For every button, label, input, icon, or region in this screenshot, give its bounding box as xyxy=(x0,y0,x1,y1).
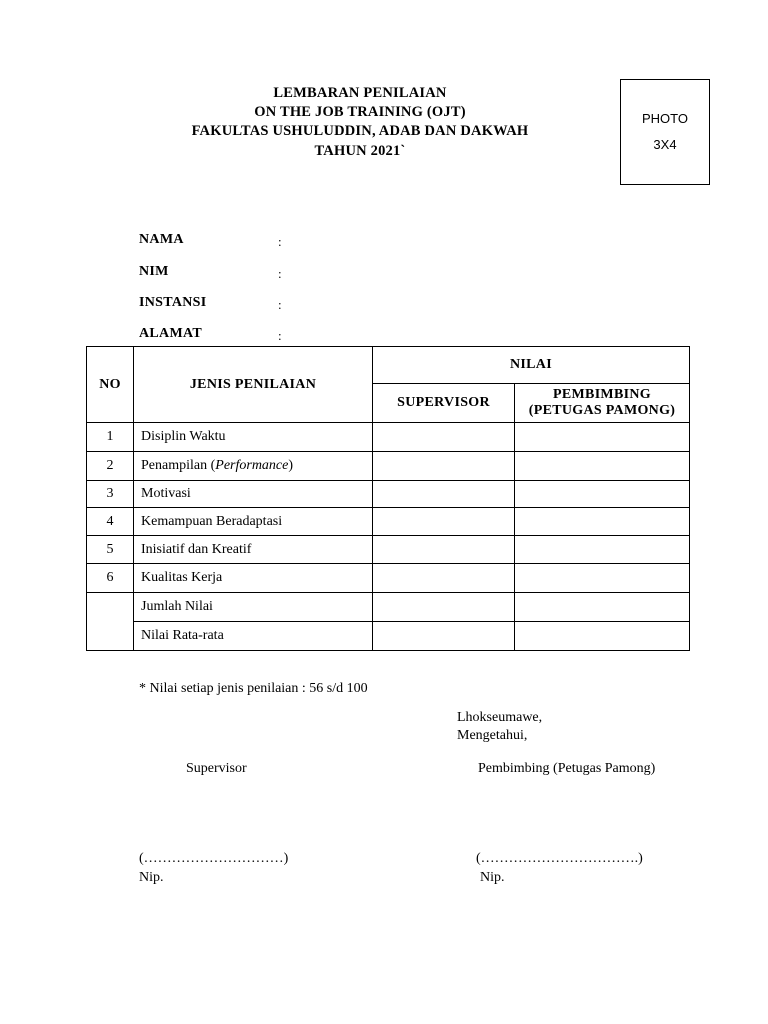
pembimbing-score-cell[interactable] xyxy=(515,564,690,593)
total-label: Jumlah Nilai xyxy=(134,593,373,622)
row-criterion: Inisiatif dan Kreatif xyxy=(134,536,373,564)
supervisor-score-cell[interactable] xyxy=(373,536,515,564)
pembimbing-score-cell[interactable] xyxy=(515,481,690,508)
table-row xyxy=(87,423,690,452)
row-number: 6 xyxy=(87,564,134,593)
header-pembimbing xyxy=(515,384,690,423)
pembimbing-nip: Nip. xyxy=(480,870,505,885)
signature-known-by: Mengetahui, xyxy=(457,728,528,743)
pembimbing-score-cell[interactable] xyxy=(515,508,690,536)
pembimbing-score-cell[interactable] xyxy=(515,423,690,452)
pembimbing-title: Pembimbing (Petugas Pamong) xyxy=(478,761,656,776)
row-number: 2 xyxy=(87,452,134,481)
summary-number-cell xyxy=(87,593,134,651)
row-number: 4 xyxy=(87,508,134,536)
pembimbing-signature-line: (…………………………….) xyxy=(476,851,643,866)
row-criterion: Kemampuan Beradaptasi xyxy=(134,508,373,536)
row-number: 5 xyxy=(87,536,134,564)
row-criterion: Kualitas Kerja xyxy=(134,564,373,593)
year-title: TAHUN 2021` xyxy=(314,143,406,159)
field-label-instansi: INSTANSI xyxy=(139,295,207,310)
table-row xyxy=(87,508,690,536)
row-criterion: Motivasi xyxy=(134,481,373,508)
supervisor-score-cell[interactable] xyxy=(373,508,515,536)
header-no: NO xyxy=(87,347,134,423)
header-jenis-penilaian: JENIS PENILAIAN xyxy=(134,347,373,423)
signature-place: Lhokseumawe, xyxy=(457,710,543,725)
supervisor-total-cell[interactable] xyxy=(373,593,515,622)
field-colon-nim: : xyxy=(278,266,282,281)
total-row xyxy=(87,593,690,622)
program-title: ON THE JOB TRAINING (OJT) xyxy=(254,104,466,120)
supervisor-score-cell[interactable] xyxy=(373,564,515,593)
row-number: 1 xyxy=(87,423,134,452)
header-nilai: NILAI xyxy=(373,347,690,384)
supervisor-signature-line: (…………………………) xyxy=(139,851,289,866)
field-label-nama: NAMA xyxy=(139,232,184,247)
supervisor-title: Supervisor xyxy=(186,761,247,776)
row-criterion: Disiplin Waktu xyxy=(134,423,373,452)
supervisor-score-cell[interactable] xyxy=(373,423,515,452)
field-colon-nama: : xyxy=(278,234,282,249)
faculty-title: FAKULTAS USHULUDDIN, ADAB DAN DAKWAH xyxy=(191,123,529,139)
table-row xyxy=(87,481,690,508)
pembimbing-total-cell[interactable] xyxy=(515,593,690,622)
criterion-italic-text: Performance xyxy=(215,458,289,473)
photo-placeholder xyxy=(620,79,710,185)
pembimbing-score-cell[interactable] xyxy=(515,452,690,481)
header-pembimbing-line2: (PETUGAS PAMONG) xyxy=(528,403,676,418)
supervisor-score-cell[interactable] xyxy=(373,481,515,508)
field-label-alamat: ALAMAT xyxy=(139,326,202,341)
form-title: LEMBARAN PENILAIAN xyxy=(273,85,447,101)
average-row xyxy=(87,622,690,651)
table-row xyxy=(87,536,690,564)
assessment-table xyxy=(86,346,690,651)
row-criterion xyxy=(134,452,373,481)
criterion-text: Penampilan ( xyxy=(141,458,216,473)
pembimbing-average-cell[interactable] xyxy=(515,622,690,651)
score-range-note: * Nilai setiap jenis penilaian : 56 s/d 100 xyxy=(139,681,368,696)
supervisor-average-cell[interactable] xyxy=(373,622,515,651)
header-pembimbing-line1: PEMBIMBING xyxy=(553,387,651,402)
pembimbing-score-cell[interactable] xyxy=(515,536,690,564)
photo-label: PHOTO xyxy=(642,111,688,126)
criterion-text-end: ) xyxy=(288,458,294,473)
photo-size: 3X4 xyxy=(653,137,677,152)
field-colon-alamat: : xyxy=(278,328,282,343)
field-label-nim: NIM xyxy=(139,264,169,279)
supervisor-nip: Nip. xyxy=(139,870,164,885)
header-supervisor: SUPERVISOR xyxy=(373,384,515,423)
field-colon-instansi: : xyxy=(278,297,282,312)
table-row xyxy=(87,564,690,593)
table-row xyxy=(87,452,690,481)
average-label: Nilai Rata-rata xyxy=(134,622,373,651)
supervisor-score-cell[interactable] xyxy=(373,452,515,481)
row-number: 3 xyxy=(87,481,134,508)
